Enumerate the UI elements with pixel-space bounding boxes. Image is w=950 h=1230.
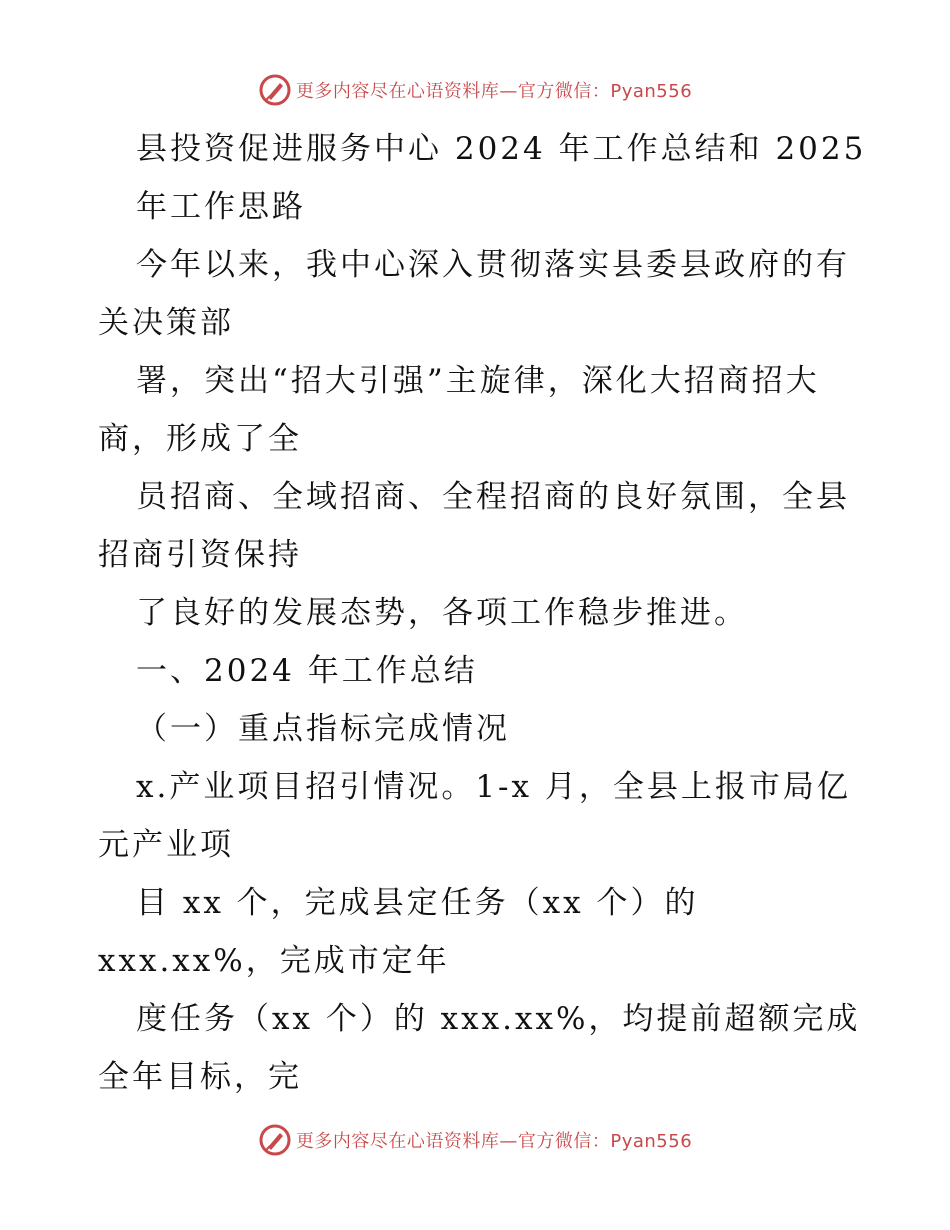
pen-logo-icon — [258, 73, 292, 107]
subsection-heading: （一）重点指标完成情况 — [136, 711, 510, 747]
footer-watermark-text: 更多内容尽在心语资料库—官方微信：Pyan556 — [295, 1131, 693, 1152]
paragraph-line: 招商引资保持 — [98, 537, 302, 573]
paragraph-line: xxx.xx%，完成市定年 — [98, 943, 450, 979]
paragraph-line: x.产业项目招引情况。1-x 月，全县上报市局亿 — [136, 769, 851, 805]
paragraph-line: 关决策部 — [98, 305, 234, 341]
paragraph-line: 署，突出“招大引强”主旋律，深化大招商招大 — [136, 363, 820, 399]
paragraph-line: 全年目标，完 — [98, 1059, 302, 1095]
paragraph-line: 今年以来，我中心深入贯彻落实县委县政府的有 — [136, 247, 850, 283]
paragraph-line: 目 xx 个，完成县定任务（xx 个）的 — [136, 885, 699, 921]
paragraph-line: 元产业项 — [98, 827, 234, 863]
footer-watermark — [0, 1120, 950, 1160]
header-watermark-text: 更多内容尽在心语资料库—官方微信：Pyan556 — [295, 81, 693, 102]
paragraph-line: 员招商、全域招商、全程招商的良好氛围，全县 — [136, 479, 850, 515]
paragraph-line: 商，形成了全 — [98, 421, 302, 457]
title-line-1: 县投资促进服务中心 2024 年工作总结和 2025 — [136, 131, 867, 167]
paragraph-line: 度任务（xx 个）的 xxx.xx%，均提前超额完成 — [136, 1001, 861, 1037]
pen-logo-icon — [258, 1123, 292, 1157]
header-watermark — [0, 70, 950, 110]
title-line-2: 年工作思路 — [136, 189, 306, 225]
paragraph-line: 了良好的发展态势，各项工作稳步推进。 — [136, 595, 748, 631]
section-heading: 一、2024 年工作总结 — [136, 653, 478, 689]
document-body — [98, 120, 878, 1106]
